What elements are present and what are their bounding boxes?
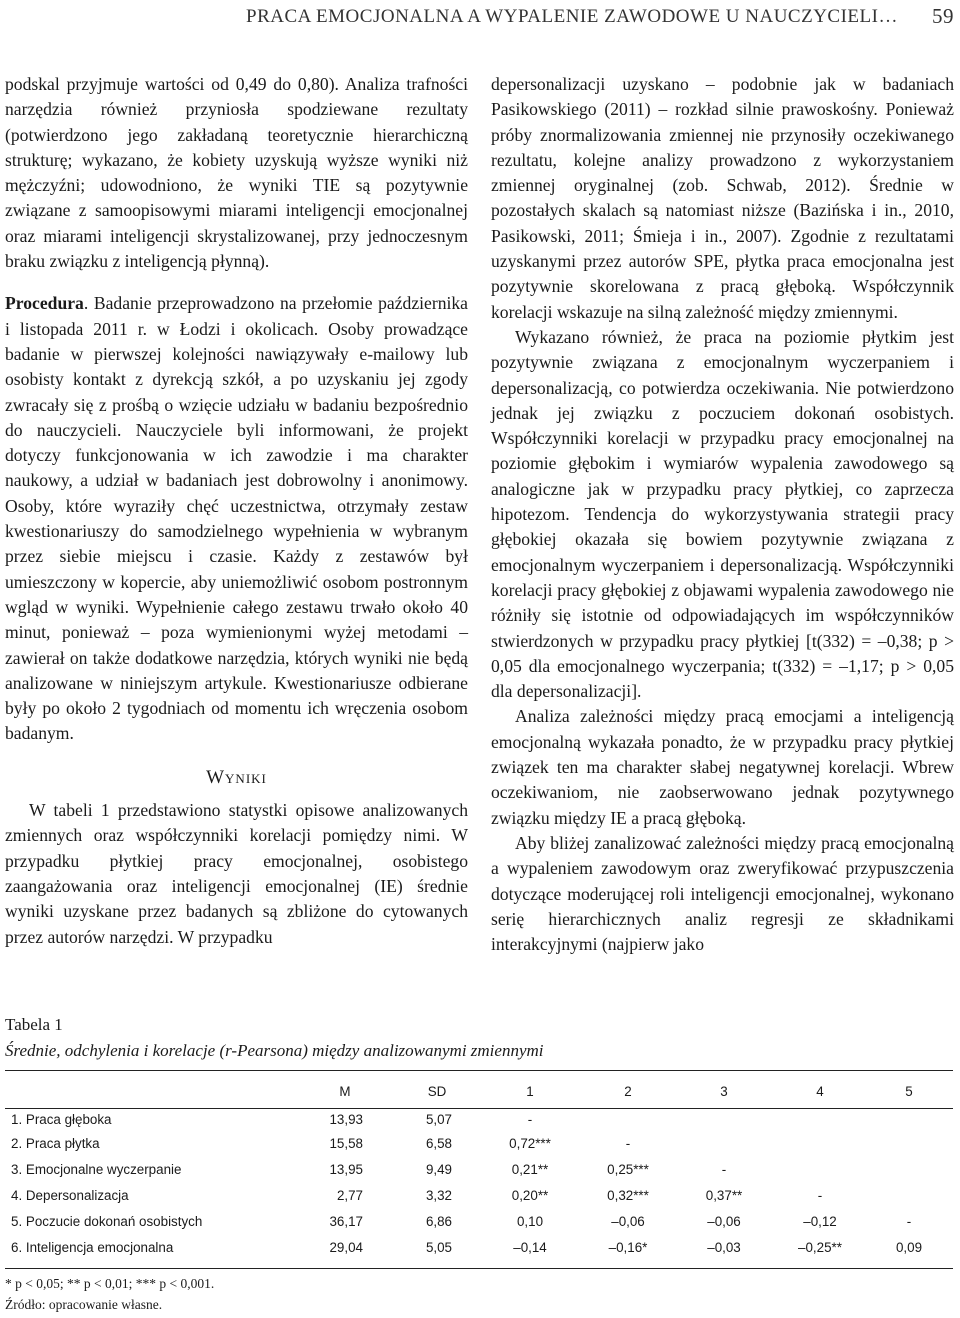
row-label: 4. Depersonalizacja: [11, 1188, 129, 1203]
table-cell: 9,49: [425, 1162, 452, 1177]
row-label: 6. Inteligencja emocjonalna: [11, 1240, 174, 1255]
right-column: [491, 72, 954, 957]
page-number: 59: [932, 4, 954, 28]
table-top-rule: [5, 1070, 953, 1071]
table-cell: 2,77: [336, 1188, 363, 1203]
table-cell: –0,16*: [608, 1240, 648, 1255]
column-header: SD: [427, 1084, 447, 1099]
table-cell: -: [817, 1188, 823, 1203]
table-notes: [5, 1273, 214, 1315]
table-caption: [5, 1012, 544, 1064]
table-cell: 0,72***: [509, 1136, 551, 1151]
table-cell: –0,25**: [798, 1240, 842, 1255]
table-source: Źródło: opracowanie własne.: [5, 1297, 163, 1312]
table-cell: –0,06: [707, 1214, 741, 1229]
table-cell: 0,09: [895, 1240, 923, 1255]
table-cell: -: [721, 1162, 727, 1177]
table-cell: 13,93: [329, 1112, 363, 1127]
table-cell: –0,06: [611, 1214, 645, 1229]
paragraph: Aby bliżej zanalizować zależności między pracą emocjonalną a wypaleniem zawodowym oraz zweryfikować przypuszczenia dotyczące moderującej roli inteligencji emocjonalnej, wykonano serię hierarchicznych analiz regresji ze składnikami interakcyjnymi (najpierw jako: [491, 832, 954, 955]
table-label: Tabela 1: [5, 1015, 63, 1034]
paragraph: Wykazano również, że praca na poziomie płytkim jest pozytywnie związana z emocjonalnym wyczerpaniem i depersonalizacją, co potwierdza oczekiwania. Nie potwierdzono jednak jej związku z poczuciem dokonań osobistych. Współczynniki korelacji w przypadku pracy emocjonalnej na poziomie głębokim i wymiarów wypalenia zawodowego są analogiczne jak w przypadku pracy płytkiej, co zaprzecza hipotezom. Tendencja do wykorzystywania strategii pracy głębokiej okazała się bowiem pozytywnie związana z emocjonalnym wyczerpaniem i depersonalizacją. Współczynniki korelacji pracy głębokiej z objawami wypalenia zawodowego nie różniły się istotnie od odpowiadających im współczynników stwierdzonych w przypadku pracy płytkiej [t(332) = –0,38; p > 0,05 dla emocjonalnego wyczerpania; t(332) = –1,17; p > 0,05 dla depersonalizacji].: [491, 326, 954, 702]
table-cell: 29,04: [329, 1240, 363, 1255]
left-column: [5, 72, 468, 950]
table-cell: 3,32: [425, 1188, 452, 1203]
table-row: [5, 1108, 953, 1134]
row-label: 2. Praca płytka: [11, 1136, 100, 1151]
table-cell: 0,20**: [511, 1188, 549, 1203]
column-header: 1: [526, 1084, 534, 1099]
row-label: 1. Praca głęboka: [11, 1112, 112, 1127]
column-header: 5: [905, 1084, 913, 1099]
table-cell: 5,07: [425, 1112, 452, 1127]
column-header: 3: [720, 1084, 728, 1099]
table-cell: 0,25***: [607, 1162, 649, 1177]
paragraph: Analiza zależności między pracą emocjami a inteligencją emocjonalną wykazała ponadto, że w przypadku pracy płytkiej związek ten ma charakter słabej negatywnej korelacji. Wbrew oczekiwaniom, nie zaobserwowano jednak pozytywnego związku między IE a pracą głęboką.: [491, 706, 954, 828]
table-cell: –0,12: [803, 1214, 837, 1229]
table-cell: –0,03: [707, 1240, 741, 1255]
table-cell: 0,32***: [607, 1188, 649, 1203]
table-cell: 15,58: [329, 1136, 363, 1151]
table-cell: 0,37**: [705, 1188, 743, 1203]
section-heading: Wyniki: [206, 766, 267, 788]
paragraph: depersonalizacji uzyskano – podobnie jak w badaniach Pasikowskiego (2011) – rozkład silnie prawoskośny. Ponieważ próby znormalizowania zmiennej nie przynosiły oczekiwanego rezultatu, kolejne analizy prowadzono z wykorzystaniem zmiennej oryginalnej (zob. Schwab, 2012). Średnie w pozostałych skalach są natomiast niższe (Bazińska i in., 2010, Pasikowski, 2011; Śmieja i in., 2007). Zgodnie z rezultatami uzyskanymi przez autorów SPE, płytka praca emocjonalna jest pozytywnie skorelowana z pracą głęboką. Współczynnik korelacji wskazuje na silną zależność między zmiennymi.: [491, 74, 954, 322]
table-row: [5, 1236, 953, 1262]
column-header: 2: [624, 1084, 632, 1099]
procedure-paragraph: [5, 291, 468, 746]
table-row: [5, 1210, 953, 1236]
table-cell: -: [625, 1136, 631, 1151]
table-header-row: [5, 1080, 953, 1106]
table-row: [5, 1184, 953, 1210]
table-cell: -: [527, 1112, 533, 1127]
row-label: 5. Poczucie dokonań osobistych: [11, 1214, 203, 1229]
column-header: 4: [816, 1084, 824, 1099]
column-header: M: [339, 1084, 351, 1099]
paragraph: podskal przyjmuje wartości od 0,49 do 0,80). Analiza trafności narzędzia również przyniosła spodziewane rezultaty (potwierdzono jego zakładaną teoretycznie hierarchiczną strukturę; wykazano, że kobiety uzyskują wyższe wyniki niż mężczyźni; udowodniono, że wyniki TIE są pozytywnie związane z samoopisowymi miarami inteligencji emocjonalnej oraz miarami inteligencji skrystalizowanej, przy jednoczesnym braku związku z inteligencją płynną).: [5, 74, 468, 272]
table-row: [5, 1158, 953, 1184]
running-title: PRACA EMOCJONALNA A WYPALENIE ZAWODOWE U NAUCZYCIELI…: [246, 6, 898, 27]
table-cell: –0,14: [513, 1240, 547, 1255]
table-footnote: * p < 0,05; ** p < 0,01; *** p < 0,001.: [5, 1276, 215, 1291]
table-cell: 0,21**: [511, 1162, 549, 1177]
table-bottom-rule: [5, 1268, 953, 1269]
table-title: Średnie, odchylenia i korelacje (r-Pearsona) między analizowanymi zmiennymi: [5, 1041, 544, 1060]
table-cell: 36,17: [329, 1214, 363, 1229]
table-cell: 6,58: [425, 1136, 452, 1151]
procedure-run-in-heading: Procedura: [5, 293, 84, 314]
running-header: [0, 4, 960, 32]
table-cell: 5,05: [425, 1240, 452, 1255]
table-cell: -: [906, 1214, 912, 1229]
table-cell: 6,86: [425, 1214, 452, 1229]
table-cell: 13,95: [329, 1162, 363, 1177]
paragraph: W tabeli 1 przedstawiono statystki opisowe analizowanych zmiennych oraz współczynniki korelacji pomiędzy nimi. W przypadku płytkiej pracy emocjonalnej, osobistego zaangażowania oraz inteligencji emocjonalnej (IE) średnie wyniki uzyskane przez badanych są zbliżone do cytowanych przez autorów narzędzi. W przypadku: [5, 800, 468, 947]
table-row: [5, 1132, 953, 1158]
table-cell: 0,10: [516, 1214, 544, 1229]
row-label: 3. Emocjonalne wyczerpanie: [11, 1162, 182, 1177]
procedure-text: . Badanie przeprowadzono na przełomie października i listopada 2011 r. w Łodzi i okolicach. Osoby prowadzące badanie w pierwszej kolejności nawiązywały e-mailowy lub osobisty kontakt z dyrekcją szkół, a po uzyskaniu jej zgody zwracały się z prośbą o wzięcie udziału w badaniu bezpośrednio do nauczycieli. Nauczyciele byli informowani, że projekt dotyczy funkcjonowania w ich zawodzie i ma charakter naukowy, a udział w badaniach jest dobrowolny i anonimowy. Osoby, które wyraziły chęć uczestnictwa, otrzymały zestaw kwestionariuszy do samodzielnego wypełnienia w wybranym przez siebie miejscu i czasie. Każdy z zestawów był umieszczony w kopercie, aby uniemożliwić osobom postronnym wgląd w wyniki. Wypełnienie całego zestawu trwało około 40 minut, ponieważ – poza wymienionymi wyżej metodami – zawierał on także dodatkowe narzędzia, których wyniki nie będą analizowane w niniejszym artykule. Kwestionariusze odbierane były po około 2 tygodniach od momentu ich wręczenia osobom badanym.: [5, 293, 468, 744]
